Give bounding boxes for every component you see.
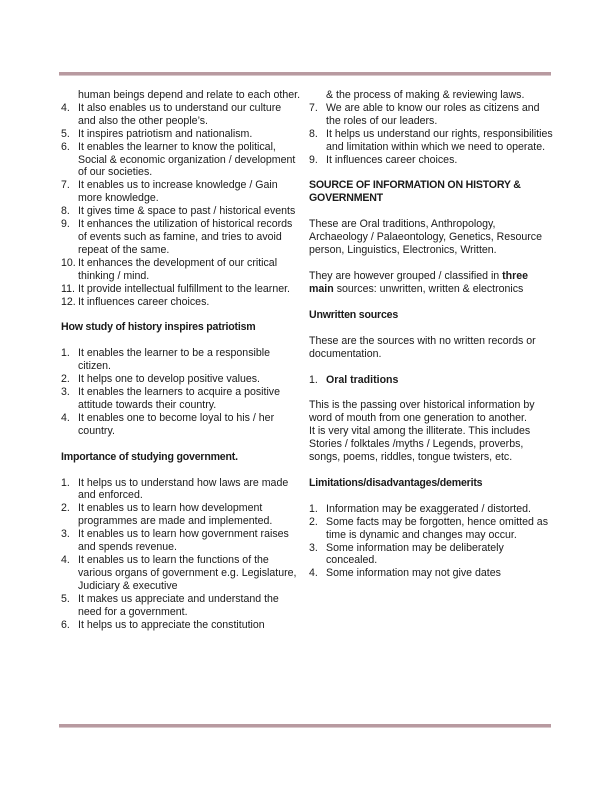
list-item: 2. It helps one to develop positive values. bbox=[61, 373, 260, 386]
list-item: 1. Information may be exaggerated / distorted. bbox=[309, 502, 531, 515]
left-column bbox=[61, 89, 301, 631]
limitations-list bbox=[309, 503, 555, 580]
sources-intro: These are Oral traditions, Anthropology, Archaeology / Palaeontology, Genetics, Resource person, Linguistics, Electronics, Written. bbox=[309, 218, 542, 257]
list-item: 9. It enhances the utilization of historical records of events such as famine, and tries to avoid repeat of the same. bbox=[61, 218, 293, 256]
list-item: 1. It helps us to understand how laws are made and enforced. bbox=[61, 476, 289, 502]
list-item: 8. It gives time & space to past / historical events bbox=[61, 205, 296, 218]
list-item: 1. It enables the learner to be a responsible citizen. bbox=[61, 347, 270, 373]
list-item: 11. It provide intellectual fulfillment to the learner. bbox=[61, 282, 290, 295]
list-item: 12. It influences career choices. bbox=[61, 295, 210, 308]
unwritten-description: These are the sources with no written records or documentation. bbox=[309, 334, 536, 360]
list-item: 4. It enables one to become loyal to his / her country. bbox=[61, 411, 275, 437]
list-item: 3. Some information may be deliberately concealed. bbox=[309, 541, 504, 567]
grouped-sources-text: They are however grouped / classified in three main sources: unwritten, written & electronics bbox=[309, 269, 529, 295]
list-item: 7. We are able to know our roles as citizens and the roles of our leaders. bbox=[309, 101, 540, 127]
government-heading: Importance of studying government. bbox=[61, 450, 238, 463]
oral-traditions-subsection bbox=[309, 374, 555, 387]
patriotism-list bbox=[61, 347, 301, 437]
list-item: 4. It also enables us to understand our culture and also the other people’s. bbox=[61, 101, 282, 127]
continuation-text: human beings depend and relate to each other. bbox=[78, 89, 301, 101]
list-item: 6. It helps us to appreciate the constitution bbox=[61, 618, 265, 631]
government-importance-list bbox=[61, 477, 301, 632]
oral-traditions-heading: Oral traditions bbox=[326, 373, 399, 386]
government-importance-list-cont bbox=[309, 102, 555, 167]
list-item: 3. It enables the learners to acquire a positive attitude towards their country. bbox=[61, 386, 280, 411]
list-item: 9. It influences career choices. bbox=[309, 153, 458, 166]
list-item: 5. It makes us appreciate and understand the need for a government. bbox=[61, 592, 279, 618]
continuation-text: & the process of making & reviewing laws. bbox=[326, 89, 525, 101]
list-item: 10. It enhances the development of our critical thinking / mind. bbox=[61, 256, 278, 282]
oral-description-1: This is the passing over historical information by word of mouth from one generation to another. bbox=[309, 399, 535, 425]
limitations-heading: Limitations/disadvantages/demerits bbox=[309, 476, 483, 489]
sources-heading: SOURCE OF INFORMATION ON HISTORY & GOVERNMENT bbox=[309, 179, 521, 205]
list-item: 6. It enables the learner to know the political, Social & economic organization / development of our societies. bbox=[61, 140, 296, 179]
three-main-emphasis: three main bbox=[309, 269, 529, 295]
history-importance-list bbox=[61, 102, 301, 309]
list-item: 8. It helps us understand our rights, responsibilities and limitation within which we need to operate. bbox=[309, 127, 553, 153]
oral-description-2: It is very vital among the illiterate. This includes Stories / folktales /myths / Legends, proverbs, songs, poems, riddles, tongue twisters, etc. bbox=[309, 425, 531, 464]
list-item: 5. It inspires patriotism and nationalism. bbox=[61, 127, 253, 140]
list-item: 2. Some facts may be forgotten, hence omitted as time is dynamic and changes may occur. bbox=[309, 515, 548, 541]
list-item: 1. Oral traditions bbox=[309, 373, 399, 386]
patriotism-heading: How study of history inspires patriotism bbox=[61, 321, 256, 334]
header-rule bbox=[59, 72, 551, 76]
list-item: 2. It enables us to learn how development programmes are made and implemented. bbox=[61, 502, 273, 528]
footer-rule bbox=[59, 724, 551, 728]
list-item: 4. It enables us to learn the functions of the various organs of government e.g. Legislature, Judiciary & executive bbox=[61, 554, 297, 592]
list-item: 7. It enables us to increase knowledge / Gain more knowledge. bbox=[61, 179, 278, 205]
list-item: 4. Some information may not give dates bbox=[309, 567, 501, 580]
list-item: 3. It enables us to learn how government raises and spends revenue. bbox=[61, 528, 289, 554]
unwritten-heading: Unwritten sources bbox=[309, 308, 399, 321]
right-column bbox=[309, 89, 555, 580]
